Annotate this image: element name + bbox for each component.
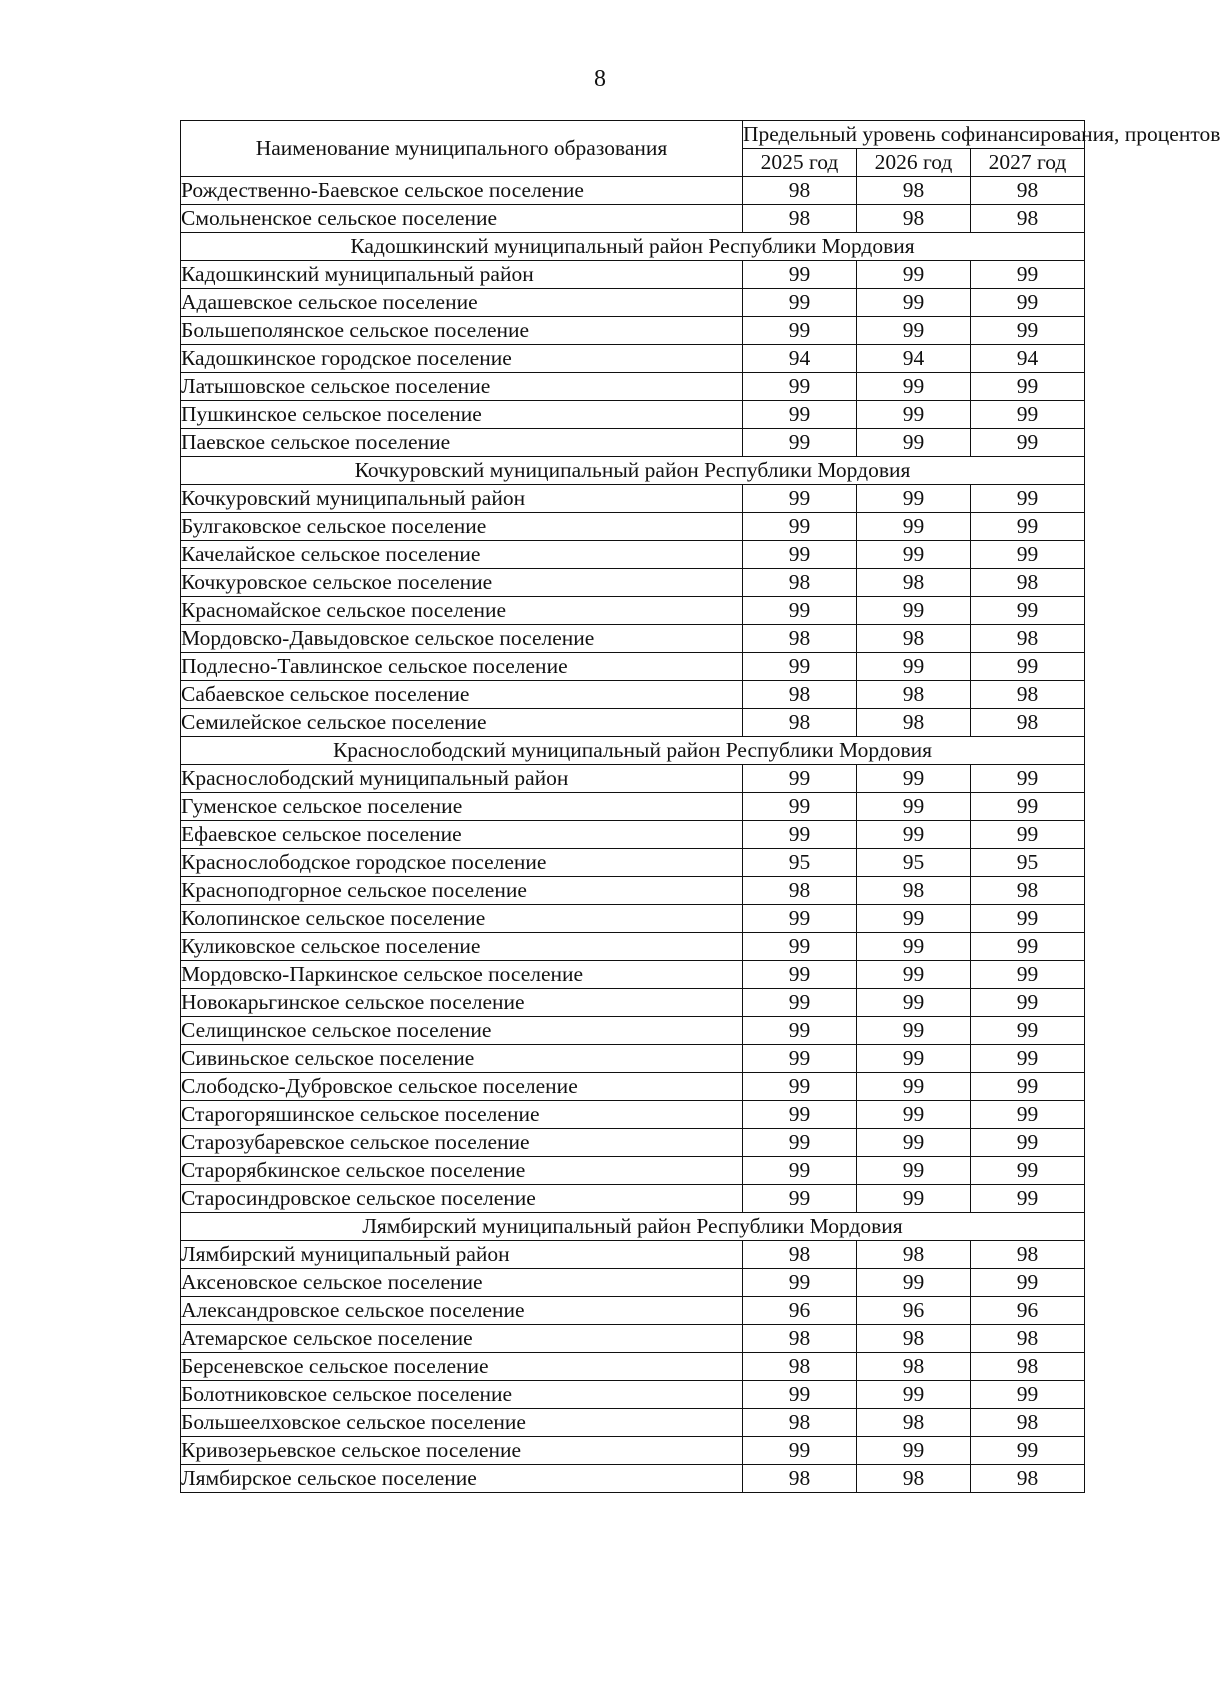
- value-2025: 99: [743, 1073, 857, 1101]
- value-2025: 99: [743, 961, 857, 989]
- municipality-name: Краснослободское городское поселение: [181, 849, 743, 877]
- value-2027: 99: [971, 905, 1085, 933]
- value-2026: 98: [857, 877, 971, 905]
- municipality-name: Александровское сельское поселение: [181, 1297, 743, 1325]
- district-heading-row: [181, 737, 1085, 765]
- municipality-name: Лямбирский муниципальный район: [181, 1241, 743, 1269]
- municipality-name: Латышовское сельское поселение: [181, 373, 743, 401]
- municipality-name: Старорябкинское сельское поселение: [181, 1157, 743, 1185]
- value-2027: 99: [971, 1101, 1085, 1129]
- municipality-name: Старосиндровское сельское поселение: [181, 1185, 743, 1213]
- value-2027: 99: [971, 1185, 1085, 1213]
- table-row: [181, 429, 1085, 457]
- table-row: [181, 289, 1085, 317]
- value-2025: 98: [743, 1241, 857, 1269]
- table-row: [181, 373, 1085, 401]
- value-2025: 99: [743, 401, 857, 429]
- value-2027: 98: [971, 177, 1085, 205]
- value-2026: 99: [857, 261, 971, 289]
- value-2027: 98: [971, 569, 1085, 597]
- value-2026: 98: [857, 1241, 971, 1269]
- value-2027: 96: [971, 1297, 1085, 1325]
- value-2026: 95: [857, 849, 971, 877]
- value-2025: 99: [743, 485, 857, 513]
- table-row: [181, 1101, 1085, 1129]
- table-row: [181, 681, 1085, 709]
- municipality-name: Булгаковское сельское поселение: [181, 513, 743, 541]
- municipality-name: Качелайское сельское поселение: [181, 541, 743, 569]
- table-row: [181, 1409, 1085, 1437]
- value-2026: 99: [857, 1437, 971, 1465]
- table-header: [181, 121, 1220, 177]
- value-2025: 98: [743, 681, 857, 709]
- value-2025: 98: [743, 1325, 857, 1353]
- table-row: [181, 597, 1085, 625]
- value-2026: 99: [857, 765, 971, 793]
- value-2025: 99: [743, 513, 857, 541]
- value-2027: 99: [971, 513, 1085, 541]
- value-2025: 95: [743, 849, 857, 877]
- table-row: [181, 793, 1085, 821]
- value-2025: 99: [743, 597, 857, 625]
- value-2025: 99: [743, 1129, 857, 1157]
- value-2027: 99: [971, 793, 1085, 821]
- table-row: [181, 1381, 1085, 1409]
- municipality-name: Куликовское сельское поселение: [181, 933, 743, 961]
- value-2027: 98: [971, 1241, 1085, 1269]
- municipality-name: Подлесно-Тавлинское сельское поселение: [181, 653, 743, 681]
- table-row: [181, 1017, 1085, 1045]
- district-heading-row: [181, 1213, 1085, 1241]
- value-2025: 99: [743, 289, 857, 317]
- table-row: [181, 317, 1085, 345]
- table-row: [181, 1465, 1085, 1493]
- value-2025: 98: [743, 709, 857, 737]
- table-row: [181, 989, 1085, 1017]
- value-2025: 99: [743, 989, 857, 1017]
- value-2026: 99: [857, 933, 971, 961]
- value-2026: 98: [857, 1353, 971, 1381]
- value-2027: 99: [971, 1045, 1085, 1073]
- value-2026: 99: [857, 961, 971, 989]
- district-title: Кадошкинский муниципальный район Республики Мордовия: [181, 233, 1085, 261]
- value-2026: 98: [857, 681, 971, 709]
- value-2027: 99: [971, 1269, 1085, 1297]
- table-row: [181, 1073, 1085, 1101]
- value-2025: 98: [743, 1409, 857, 1437]
- cofinancing-table: [180, 120, 1220, 1493]
- value-2026: 99: [857, 1269, 971, 1297]
- value-2025: 98: [743, 569, 857, 597]
- municipality-name: Пушкинское сельское поселение: [181, 401, 743, 429]
- value-2027: 99: [971, 1073, 1085, 1101]
- district-heading-row: [181, 233, 1085, 261]
- value-2027: 99: [971, 765, 1085, 793]
- value-2027: 99: [971, 1381, 1085, 1409]
- value-2026: 96: [857, 1297, 971, 1325]
- value-2026: 98: [857, 1325, 971, 1353]
- table-row: [181, 877, 1085, 905]
- table-row: [181, 569, 1085, 597]
- value-2027: 98: [971, 625, 1085, 653]
- value-2025: 99: [743, 1185, 857, 1213]
- table-row: [181, 261, 1085, 289]
- value-2027: 99: [971, 289, 1085, 317]
- table-row: [181, 1241, 1085, 1269]
- municipality-name: Колопинское сельское поселение: [181, 905, 743, 933]
- table-row: [181, 1045, 1085, 1073]
- value-2027: 94: [971, 345, 1085, 373]
- value-2027: 99: [971, 1157, 1085, 1185]
- table-row: [181, 1185, 1085, 1213]
- value-2027: 99: [971, 261, 1085, 289]
- value-2025: 99: [743, 1437, 857, 1465]
- value-2026: 98: [857, 709, 971, 737]
- municipality-name: Рождественно-Баевское сельское поселение: [181, 177, 743, 205]
- value-2027: 98: [971, 1409, 1085, 1437]
- value-2025: 99: [743, 1017, 857, 1045]
- value-2025: 98: [743, 877, 857, 905]
- table-row: [181, 821, 1085, 849]
- value-2025: 99: [743, 541, 857, 569]
- table-row: [181, 177, 1085, 205]
- value-2026: 99: [857, 485, 971, 513]
- value-2027: 99: [971, 485, 1085, 513]
- municipality-name: Паевское сельское поселение: [181, 429, 743, 457]
- value-2026: 99: [857, 1381, 971, 1409]
- value-2027: 95: [971, 849, 1085, 877]
- value-2027: 99: [971, 1017, 1085, 1045]
- table-row: [181, 709, 1085, 737]
- table-row: [181, 205, 1085, 233]
- table-row: [181, 485, 1085, 513]
- page-number: 8: [594, 66, 606, 92]
- value-2026: 99: [857, 1129, 971, 1157]
- value-2025: 99: [743, 1101, 857, 1129]
- municipality-name: Старогоряшинское сельское поселение: [181, 1101, 743, 1129]
- value-2027: 98: [971, 1465, 1085, 1493]
- value-2025: 99: [743, 905, 857, 933]
- table-row: [181, 961, 1085, 989]
- district-title: Лямбирский муниципальный район Республики Мордовия: [181, 1213, 1085, 1241]
- header-year-2027: 2027 год: [971, 149, 1085, 177]
- value-2025: 98: [743, 205, 857, 233]
- value-2025: 99: [743, 317, 857, 345]
- municipality-name: Краснослободский муниципальный район: [181, 765, 743, 793]
- municipality-name: Лямбирское сельское поселение: [181, 1465, 743, 1493]
- table-row: [181, 1157, 1085, 1185]
- value-2026: 99: [857, 821, 971, 849]
- value-2026: 99: [857, 429, 971, 457]
- municipality-name: Смольненское сельское поселение: [181, 205, 743, 233]
- value-2027: 99: [971, 401, 1085, 429]
- district-title: Кочкуровский муниципальный район Республики Мордовия: [181, 457, 1085, 485]
- table-body: [181, 177, 1085, 1493]
- value-2027: 98: [971, 205, 1085, 233]
- municipality-name: Мордовско-Давыдовское сельское поселение: [181, 625, 743, 653]
- value-2025: 94: [743, 345, 857, 373]
- municipality-name: Сабаевское сельское поселение: [181, 681, 743, 709]
- value-2026: 99: [857, 793, 971, 821]
- municipality-name: Красномайское сельское поселение: [181, 597, 743, 625]
- value-2026: 99: [857, 597, 971, 625]
- table-row: [181, 1129, 1085, 1157]
- value-2026: 99: [857, 1045, 971, 1073]
- value-2025: 99: [743, 933, 857, 961]
- value-2025: 98: [743, 177, 857, 205]
- value-2026: 98: [857, 177, 971, 205]
- value-2025: 98: [743, 1353, 857, 1381]
- district-title: Краснослободский муниципальный район Республики Мордовия: [181, 737, 1085, 765]
- value-2027: 98: [971, 681, 1085, 709]
- municipality-name: Ефаевское сельское поселение: [181, 821, 743, 849]
- table-row: [181, 849, 1085, 877]
- value-2026: 98: [857, 569, 971, 597]
- value-2027: 99: [971, 821, 1085, 849]
- value-2025: 99: [743, 429, 857, 457]
- value-2026: 99: [857, 513, 971, 541]
- municipality-name: Селищинское сельское поселение: [181, 1017, 743, 1045]
- table-row: [181, 1297, 1085, 1325]
- value-2026: 98: [857, 205, 971, 233]
- value-2027: 99: [971, 1129, 1085, 1157]
- value-2025: 99: [743, 261, 857, 289]
- municipality-name: Семилейское сельское поселение: [181, 709, 743, 737]
- municipality-name: Атемарское сельское поселение: [181, 1325, 743, 1353]
- table-row: [181, 1269, 1085, 1297]
- value-2026: 98: [857, 1409, 971, 1437]
- table-row: [181, 905, 1085, 933]
- table-row: [181, 625, 1085, 653]
- value-2025: 99: [743, 765, 857, 793]
- value-2026: 99: [857, 989, 971, 1017]
- value-2025: 96: [743, 1297, 857, 1325]
- municipality-name: Гуменское сельское поселение: [181, 793, 743, 821]
- municipality-name: Кочкуровское сельское поселение: [181, 569, 743, 597]
- table-row: [181, 1437, 1085, 1465]
- table-row: [181, 933, 1085, 961]
- value-2026: 99: [857, 373, 971, 401]
- value-2026: 99: [857, 653, 971, 681]
- value-2025: 99: [743, 1045, 857, 1073]
- municipality-name: Берсеневское сельское поселение: [181, 1353, 743, 1381]
- value-2025: 99: [743, 1381, 857, 1409]
- table-row: [181, 401, 1085, 429]
- value-2027: 99: [971, 933, 1085, 961]
- table-row: [181, 513, 1085, 541]
- value-2026: 99: [857, 905, 971, 933]
- value-2027: 99: [971, 541, 1085, 569]
- municipality-name: Мордовско-Паркинское сельское поселение: [181, 961, 743, 989]
- value-2026: 98: [857, 625, 971, 653]
- value-2025: 99: [743, 653, 857, 681]
- value-2026: 99: [857, 1017, 971, 1045]
- value-2027: 99: [971, 597, 1085, 625]
- value-2026: 99: [857, 541, 971, 569]
- value-2026: 99: [857, 1073, 971, 1101]
- municipality-name: Большеполянское сельское поселение: [181, 317, 743, 345]
- table-row: [181, 765, 1085, 793]
- municipality-name: Кривозерьевское сельское поселение: [181, 1437, 743, 1465]
- value-2027: 98: [971, 709, 1085, 737]
- value-2025: 99: [743, 373, 857, 401]
- value-2025: 98: [743, 625, 857, 653]
- value-2027: 98: [971, 1325, 1085, 1353]
- table-row: [181, 1325, 1085, 1353]
- value-2027: 99: [971, 317, 1085, 345]
- value-2027: 99: [971, 989, 1085, 1017]
- value-2026: 99: [857, 1101, 971, 1129]
- value-2026: 99: [857, 289, 971, 317]
- value-2026: 98: [857, 1465, 971, 1493]
- value-2027: 99: [971, 961, 1085, 989]
- value-2027: 99: [971, 1437, 1085, 1465]
- municipality-name: Кадошкинский муниципальный район: [181, 261, 743, 289]
- value-2027: 99: [971, 429, 1085, 457]
- table-row: [181, 653, 1085, 681]
- value-2025: 99: [743, 1269, 857, 1297]
- value-2025: 99: [743, 1157, 857, 1185]
- table-row: [181, 1353, 1085, 1381]
- table-row: [181, 345, 1085, 373]
- value-2026: 99: [857, 401, 971, 429]
- value-2025: 98: [743, 1465, 857, 1493]
- header-year-2025: 2025 год: [743, 149, 857, 177]
- municipality-name: Сивиньское сельское поселение: [181, 1045, 743, 1073]
- value-2026: 99: [857, 1185, 971, 1213]
- value-2027: 99: [971, 653, 1085, 681]
- header-year-2026: 2026 год: [857, 149, 971, 177]
- value-2025: 99: [743, 793, 857, 821]
- header-cofinancing-level: Предельный уровень софинансирования, процентов: [743, 121, 1085, 149]
- value-2027: 98: [971, 877, 1085, 905]
- municipality-name: Кадошкинское городское поселение: [181, 345, 743, 373]
- value-2025: 99: [743, 821, 857, 849]
- municipality-name: Большеелховское сельское поселение: [181, 1409, 743, 1437]
- municipality-name: Кочкуровский муниципальный район: [181, 485, 743, 513]
- municipality-name: Красноподгорное сельское поселение: [181, 877, 743, 905]
- value-2026: 99: [857, 1157, 971, 1185]
- district-heading-row: [181, 457, 1085, 485]
- value-2027: 98: [971, 1353, 1085, 1381]
- municipality-name: Аксеновское сельское поселение: [181, 1269, 743, 1297]
- header-name-column: Наименование муниципального образования: [181, 121, 743, 177]
- municipality-name: Старозубаревское сельское поселение: [181, 1129, 743, 1157]
- municipality-name: Новокарьгинское сельское поселение: [181, 989, 743, 1017]
- table-row: [181, 541, 1085, 569]
- municipality-name: Адашевское сельское поселение: [181, 289, 743, 317]
- value-2027: 99: [971, 373, 1085, 401]
- value-2026: 94: [857, 345, 971, 373]
- municipality-name: Слободско-Дубровское сельское поселение: [181, 1073, 743, 1101]
- value-2026: 99: [857, 317, 971, 345]
- municipality-name: Болотниковское сельское поселение: [181, 1381, 743, 1409]
